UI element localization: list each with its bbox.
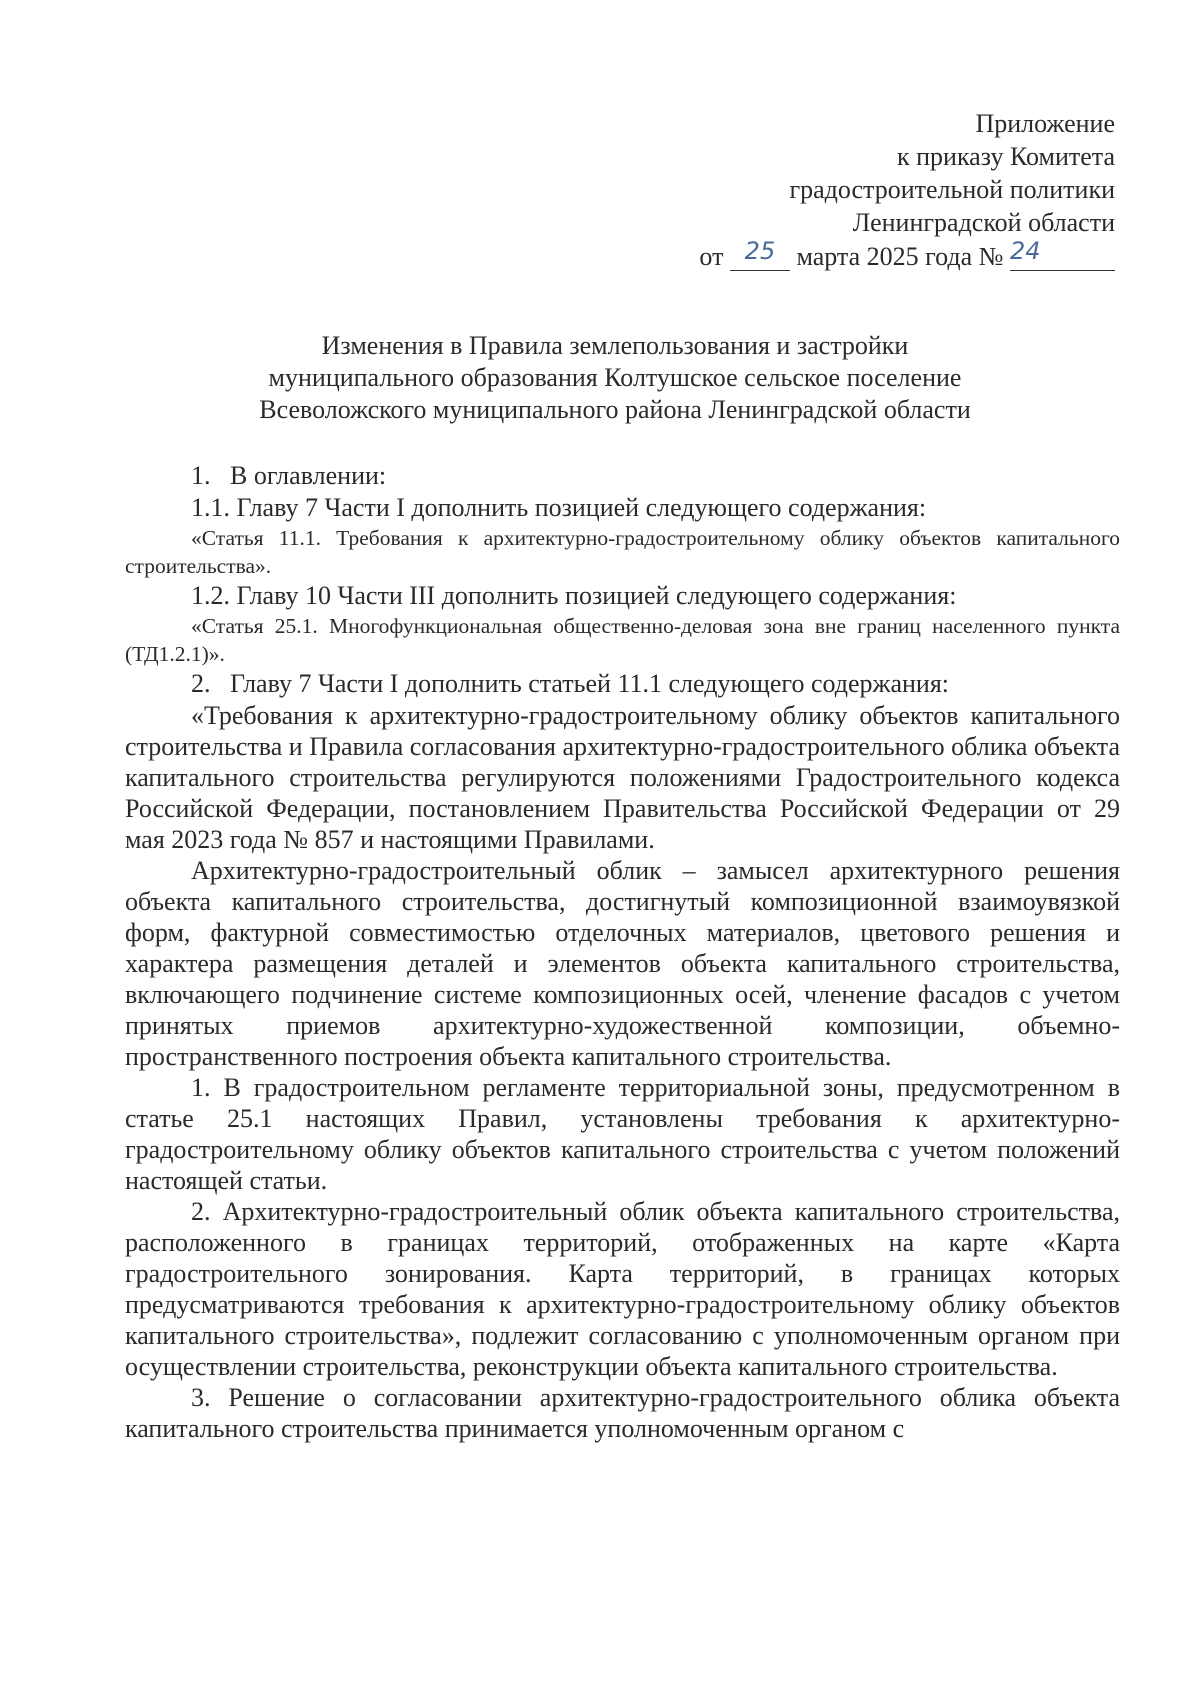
annex-line-1: Приложение <box>975 109 1115 138</box>
item-1-2: 1.2. Главу 10 Части III дополнить позицией следующего содержания: <box>191 581 957 610</box>
document-body <box>125 460 1120 1444</box>
order-date-line <box>515 239 1115 275</box>
date-day-field <box>730 237 790 271</box>
paragraph-requirements: «Требования к архитектурно-градостроительному облику объектов капитального строительства и Правила согласования архитектурно-градостроительного облика объекта капитального строительства регулируются положениями Градостроительного кодекса Российской Федерации, постановлением Правительства Российской Федерации от 29 мая 2023 года № 857 и настоящими Правилами. <box>125 701 1120 854</box>
point-2: 2. Архитектурно-градостроительный облик объекта капитального строительства, расположенного в границах территорий, отображенных на карте «Карта градостроительного зонирования. Карта территорий, в границах которых предусматриваются требования к архитектурно-градостроительному облику объектов капитального строительства», подлежит согласованию с уполномоченным органом при осуществлении строительства, реконструкции объекта капитального строительства. <box>125 1197 1120 1381</box>
item-1-1: 1.1. Главу 7 Части I дополнить позицией следующего содержания: <box>191 493 927 522</box>
annex-header <box>515 107 1115 275</box>
item-2: 2. Главу 7 Части I дополнить статьей 11.1 следующего содержания: <box>191 669 950 698</box>
point-3: 3. Решение о согласовании архитектурно-градостроительного облика объекта капитального строительства принимается уполномоченным органом с <box>125 1383 1120 1443</box>
title-line-1: Изменения в Правила землепользования и застройки <box>321 331 909 360</box>
paragraph-definition: Архитектурно-градостроительный облик – замысел архитектурного решения объекта капитального строительства, достигнутый композиционной взаимоувязкой форм, фактурной совместимостью отделочных материалов, цветового решения и характера размещения деталей и элементов объекта капитального строительства, включающего подчинение системе композиционных осей, членение фасадов с учетом принятых приемов архитектурно-художественной композиции, объемно-пространственного построения объекта капитального строительства. <box>125 856 1120 1071</box>
item-1-1-quote: «Статья 11.1. Требования к архитектурно-градостроительному облику объектов капитального строительства». <box>125 526 1120 578</box>
title-line-3: Всеволожского муниципального района Ленинградской области <box>259 395 971 424</box>
annex-line-4: Ленинградской области <box>852 208 1115 237</box>
order-number-field <box>1010 237 1115 271</box>
title-line-2: муниципального образования Колтушское сельское поселение <box>268 363 962 392</box>
handwritten-order-number: 24 <box>1010 237 1041 265</box>
item-1: 1. В оглавлении: <box>191 461 387 490</box>
item-1-2-quote: «Статья 25.1. Многофункциональная общественно-деловая зона вне границ населенного пункта (ТД1.2.1)». <box>125 614 1120 666</box>
document-title <box>120 330 1110 426</box>
handwritten-day: 25 <box>744 237 776 265</box>
annex-line-3: градостроительной политики <box>789 175 1115 204</box>
date-middle: марта 2025 года № <box>796 242 1004 271</box>
date-prefix: от <box>699 242 724 271</box>
annex-line-2: к приказу Комитета <box>896 142 1115 171</box>
point-1: 1. В градостроительном регламенте территориальной зоны, предусмотренном в статье 25.1 настоящих Правил, установлены требования к архитектурно-градостроительному облику объектов капитального строительства с учетом положений настоящей статьи. <box>125 1073 1120 1195</box>
